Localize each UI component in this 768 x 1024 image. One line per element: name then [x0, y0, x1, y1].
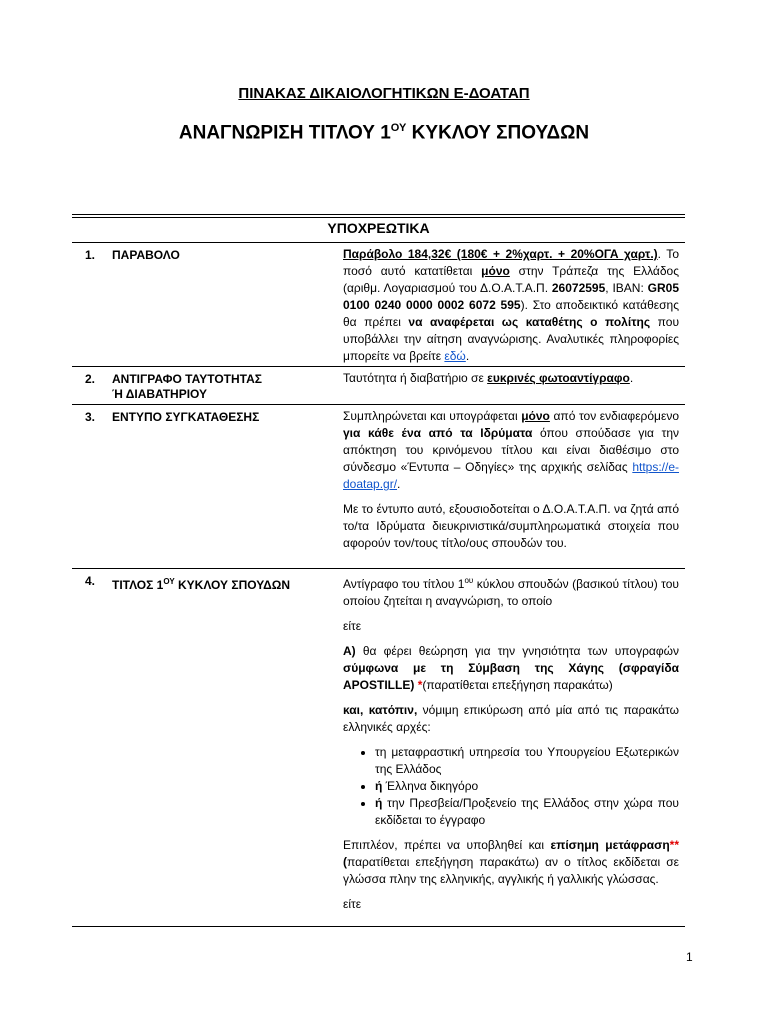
- row-label: ΑΝΤΙΓΡΑΦΟ ΤΑΥΤΟΤΗΤΑΣ Ή ΔΙΑΒΑΤΗΡΙΟΥ: [112, 372, 262, 401]
- row-number: 3.: [85, 410, 96, 424]
- info-link[interactable]: εδώ: [444, 349, 466, 363]
- row-divider: [72, 404, 685, 405]
- table-bottom-rule: [72, 926, 685, 927]
- row-description: Συμπληρώνεται και υπογράφεται μόνο από τον ενδιαφερόμενο για κάθε ένα από τα Ιδρύματα όπου σπούδασε για την απόκτηση του κρινόμενου τίτλου και είναι διαθέσιμο στο σύνδεσμο «Έντυπα – Οδηγίες» της αρχικής σελίδας https://e-doatap.gr/. Με το έντυπο αυτό, εξουσιοδοτείται ο Δ.Ο.Α.Τ.Α.Π. να ζητά από το/τα Ιδρύματα διευκρινιστικά/συμπληρωματικά στοιχεία που αφορούν τον/τους τίτλο/ους σπουδών του.: [343, 409, 679, 550]
- edoatap-link[interactable]: https://e-doatap.gr/: [343, 460, 679, 491]
- list-item: • ή Έλληνα δικηγόρο: [375, 778, 679, 795]
- list-item: • ή την Πρεσβεία/Προξενείο της Ελλάδος στην χώρα που εκδίδεται το έγγραφο: [375, 795, 679, 829]
- document-title: ΠΙΝΑΚΑΣ ΔΙΚΑΙΟΛΟΓΗΤΙΚΩΝ Ε-ΔΟΑΤΑΠ: [238, 85, 530, 102]
- page-number: 1: [686, 950, 693, 964]
- row-description: Αντίγραφο του τίτλου $1^{o\upsilon}$ κύκλου σπουδών (βασικού τίτλου) του οποίου ζητείται η αναγνώριση, το οποίο είτε Α) θα φέρει θεώρηση για την γνησιότητα των υπογραφών σύμφωνα με τη Σύμβαση της Χάγης (σφραγίδα APOSTILLE) *(παρατίθεται επεξήγηση παρακάτω) και, κατόπιν, νόμιμη επικύρωση από μία από τις παρακάτω ελληνικές αρχές: • τη μεταφραστική υπηρεσία του Υπουργείου Εξωτερικών της Ελλάδος • ή Έλληνα δικηγόρο • ή την Πρεσβεία/Προξενείο της Ελλάδος στην χώρα που εκδίδεται το έγγραφο Επιπλέον, πρέπει να υποβληθεί και επίσημη μετάφραση**(παρατίθεται επεξήγηση παρακάτω) αν ο τίτλος εκδίδεται σε γλώσσα πλην της ελληνικής, αγγλικής ή γαλλικής γλώσσας. είτε: [343, 572, 679, 921]
- authority-list: [343, 744, 679, 829]
- row-description: Ταυτότητα ή διαβατήριο σε ευκρινές φωτοαντίγραφο.: [343, 371, 634, 385]
- row-number: 2.: [85, 372, 96, 386]
- row-number: 1.: [85, 248, 96, 262]
- row-label: ΤΙΤΛΟΣ $1^{O\Upsilon}$ ΚΥΚΛΟΥ ΣΠΟΥΔΩΝ: [112, 577, 291, 592]
- document-subtitle: ΑΝΑΓΝΩΡΙΣΗ ΤΙΤΛΟΥ $1^{O\Upsilon}$ ΚΥΚΛΟΥ ΣΠΟΥΔΩΝ: [178, 122, 590, 144]
- row-divider: [72, 568, 685, 569]
- row-number: 4.: [85, 574, 96, 588]
- row-divider: [72, 366, 685, 367]
- row-label: ΕΝΤΥΠΟ ΣΥΓΚΑΤΑΘΕΣΗΣ: [112, 410, 260, 424]
- table-top-rule-double: [72, 217, 685, 218]
- section-header: ΥΠΟΧΡΕΩΤΙΚΑ: [327, 220, 430, 236]
- row-label: ΠΑΡΑΒΟΛΟ: [112, 248, 180, 262]
- row-description: Παράβολο 184,32€ (180€ + 2%χαρτ. + 20%ΟΓΑ χαρτ.). Το ποσό αυτό κατατίθεται μόνο στην Τράπεζα της Ελλάδος (αριθμ. Λογαριασμού του Δ.Ο.Α.Τ.Α.Π. 26072595, IBAN: GR05 0100 0240 0000 0002 6072 595). Στο αποδεικτικό κατάθεσης θα πρέπει να αναφέρεται ως καταθέτης ο πολίτης που υποβάλλει την αίτηση αναγνώρισης. Αναλυτικές πληροφορίες μπορείτε να βρείτε εδώ.: [343, 247, 679, 363]
- row-divider: [72, 242, 685, 243]
- list-item: • τη μεταφραστική υπηρεσία του Υπουργείου Εξωτερικών της Ελλάδος: [375, 744, 679, 778]
- table-top-rule: [72, 214, 685, 215]
